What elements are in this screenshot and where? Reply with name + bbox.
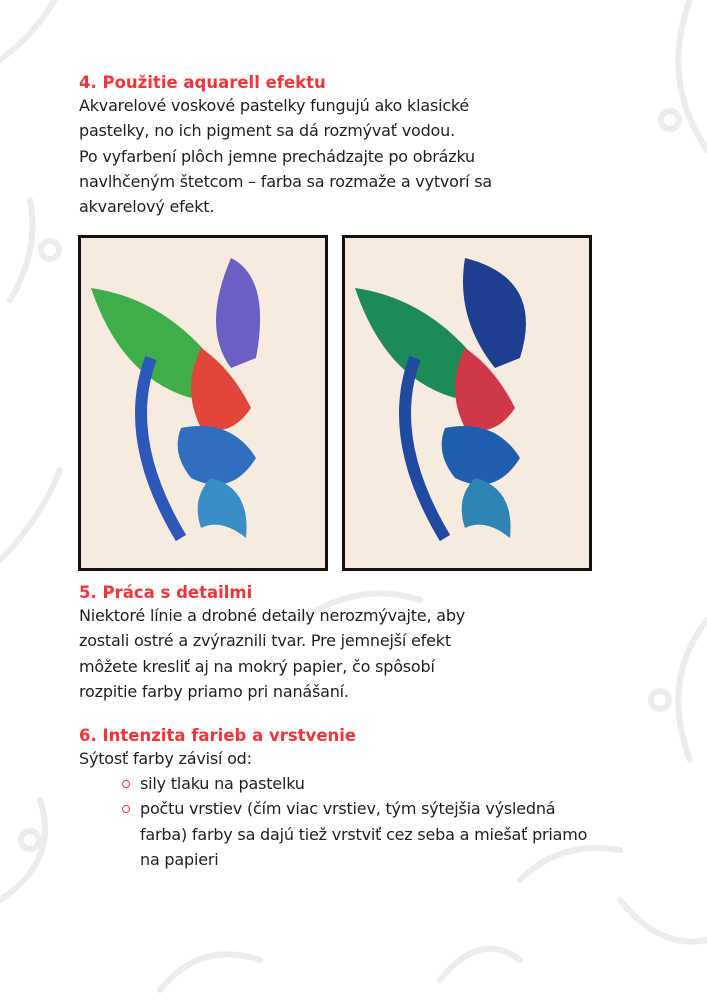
fish-drawing-before-image (78, 235, 328, 571)
bullet-item: počtu vrstiev (čím viac vrstiev, tým sýtejšia výsledná farba) farby sa dajú tiež vrstviť cez seba a miešať priamo na papieri (118, 796, 588, 872)
section-6-bullet-list (118, 771, 588, 872)
section-4-heading: 4. Použitie aquarell efektu (79, 73, 326, 92)
section-6-intro: Sýtosť farby závisí od: (79, 749, 252, 768)
bullet-item: sily tlaku na pastelku (118, 771, 588, 796)
section-5-heading: 5. Práca s detailmi (79, 583, 253, 602)
fish-drawing-after-image (342, 235, 592, 571)
section-5-body: Niektoré línie a drobné detaily nerozmývajte, aby zostali ostré a zvýraznili tvar. Pre jemnejší efekt môžete kresliť aj na mokrý papier, čo spôsobí rozpitie farby priamo pri nanášaní. (79, 606, 466, 701)
section-6-heading: 6. Intenzita farieb a vrstvenie (79, 726, 357, 745)
section-4-body: Akvarelové voskové pastelky fungujú ako klasické pastelky, no ich pigment sa dá rozmývať vodou. Po vyfarbení plôch jemne prechádzajte po obrázku navlhčeným štetcom – farba sa rozmaže a vytvorí sa akvarelový efekt. (79, 96, 493, 217)
